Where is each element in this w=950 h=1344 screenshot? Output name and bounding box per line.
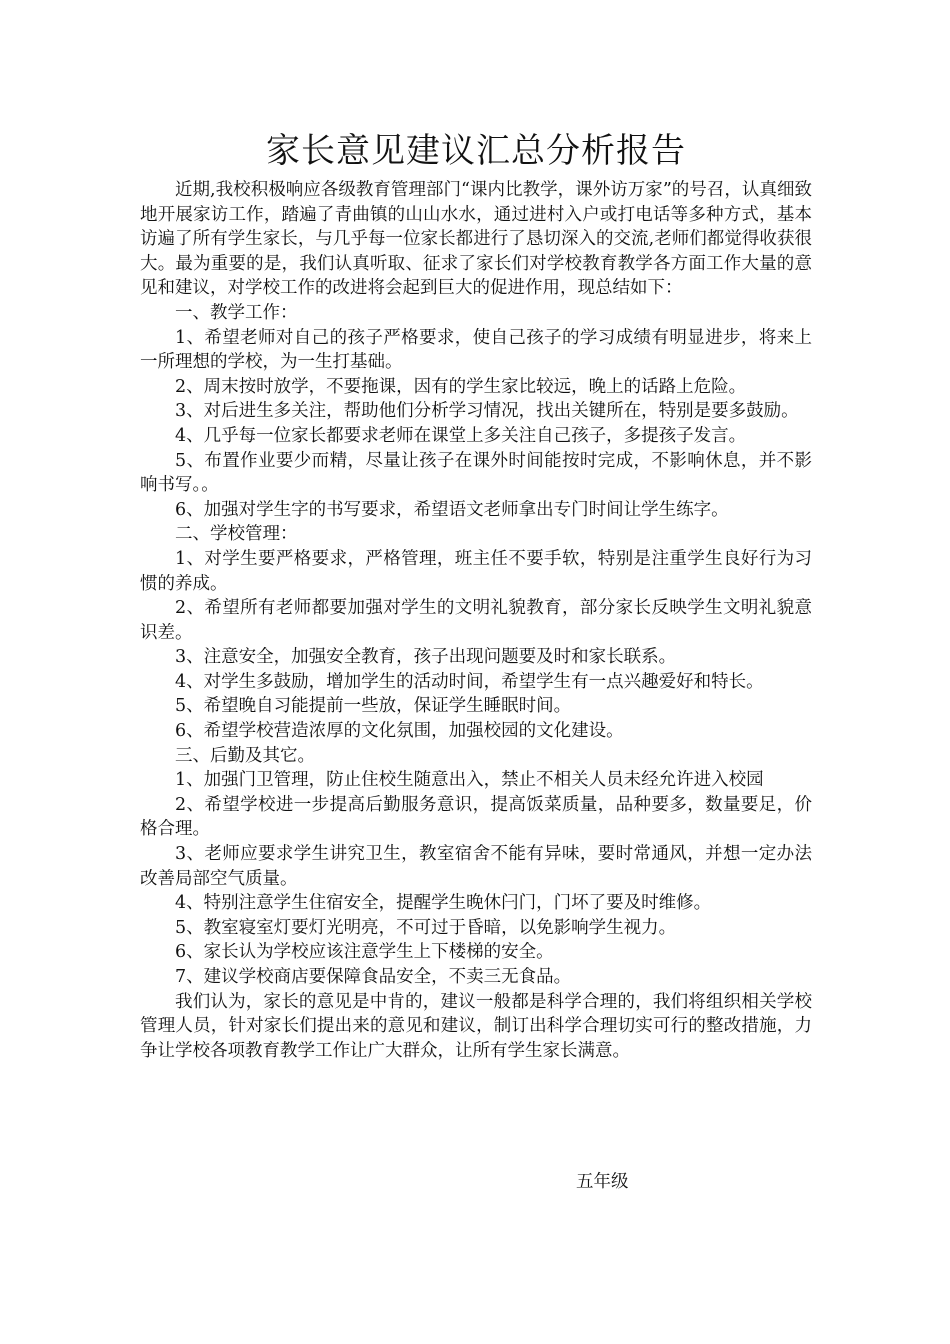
management-item-6: 6、希望学校营造浓厚的文化氛围，加强校园的文化建设。 (175, 721, 624, 742)
logistics-item-3: 3、老师应要求学生讲究卫生，教室宿舍不能有异味，要时常通风，并想一定办法改善局部空气质量。 (140, 844, 812, 889)
intro-paragraph: 近期,我校积极响应各级教育管理部门“课内比教学，课外访万家”的号召，认真细致地开展家访工作，踏遍了青曲镇的山山水水，通过进村入户或打电话等多种方式，基本访遍了所有学生家长，与几乎每一位家长都进行了恳切深入的交流,老师们都觉得收获很大。最为重要的是，我们认真听取、征求了家长们对学校教育教学各方面工作大量的意见和建议，对学校工作的改进将会起到巨大的促进作用，现总结如下： (140, 180, 812, 299)
teaching-item-3: 3、对后进生多关注，帮助他们分析学习情况，找出关键所在，特别是要多鼓励。 (175, 401, 799, 422)
conclusion-paragraph: 我们认为，家长的意见是中肯的，建议一般都是科学合理的，我们将组织相关学校管理人员，针对家长们提出来的意见和建议，制订出科学合理切实可行的整改措施，力争让学校各项教育教学工作让广大群众，让所有学生家长满意。 (140, 991, 812, 1061)
teaching-item-1: 1、希望老师对自己的孩子严格要求，使自己孩子的学习成绩有明显进步，将来上一所理想的学校，为一生打基础。 (140, 327, 812, 373)
document-body (140, 128, 812, 1063)
teaching-item-4: 4、几乎每一位家长都要求老师在课堂上多关注自己孩子，多提孩子发言。 (175, 425, 747, 446)
logistics-item-7: 7、建议学校商店要保障食品安全，不卖三无食品。 (175, 967, 572, 987)
management-item-4: 4、对学生多鼓励，增加学生的活动时间，希望学生有一点兴趣爱好和特长。 (175, 671, 764, 692)
management-item-1: 1、对学生要严格要求，严格管理，班主任不要手软，特别是注重学生良好行为习惯的养成。 (140, 548, 812, 594)
logistics-item-2: 2、希望学校进一步提高后勤服务意识，提高饭菜质量，品种要多，数量要足，价格合理。 (140, 794, 812, 840)
teaching-item-2: 2、周末按时放学，不要拖课，因有的学生家比较远，晚上的话路上危险。 (175, 376, 747, 397)
teaching-item-5: 5、布置作业要少而精，尽量让孩子在课外时间能按时完成，不影响休息，并不影响书写。。 (140, 450, 812, 496)
logistics-item-1: 1、加强门卫管理，防止住校生随意出入，禁止不相关人员未经允许进入校园 (175, 770, 764, 791)
management-item-3: 3、注意安全，加强安全教育，孩子出现问题要及时和家长联系。 (175, 647, 677, 668)
management-item-5: 5、希望晚自习能提前一些放，保证学生睡眠时间。 (175, 696, 572, 717)
teaching-item-6: 6、加强对学生字的书写要求，希望语文老师拿出专门时间让学生练字。 (175, 499, 729, 520)
section-heading-logistics: 三、后勤及其它。 (175, 745, 315, 766)
management-item-2: 2、希望所有老师都要加强对学生的文明礼貌教育，部分家长反映学生文明礼貌意识差。 (140, 598, 812, 643)
signature-grade: 五年级 (576, 1172, 629, 1192)
section-heading-management: 二、学校管理： (175, 524, 298, 545)
document-title: 家长意见建议汇总分析报告 (266, 131, 686, 171)
section-heading-teaching: 一、教学工作： (175, 302, 298, 323)
logistics-item-4: 4、特别注意学生住宿安全，提醒学生晚休闩门，门坏了要及时维修。 (175, 893, 712, 914)
logistics-item-5: 5、教室寝室灯要灯光明亮，不可过于昏暗，以免影响学生视力。 (175, 917, 677, 938)
logistics-item-6: 6、家长认为学校应该注意学生上下楼梯的安全。 (175, 942, 554, 963)
